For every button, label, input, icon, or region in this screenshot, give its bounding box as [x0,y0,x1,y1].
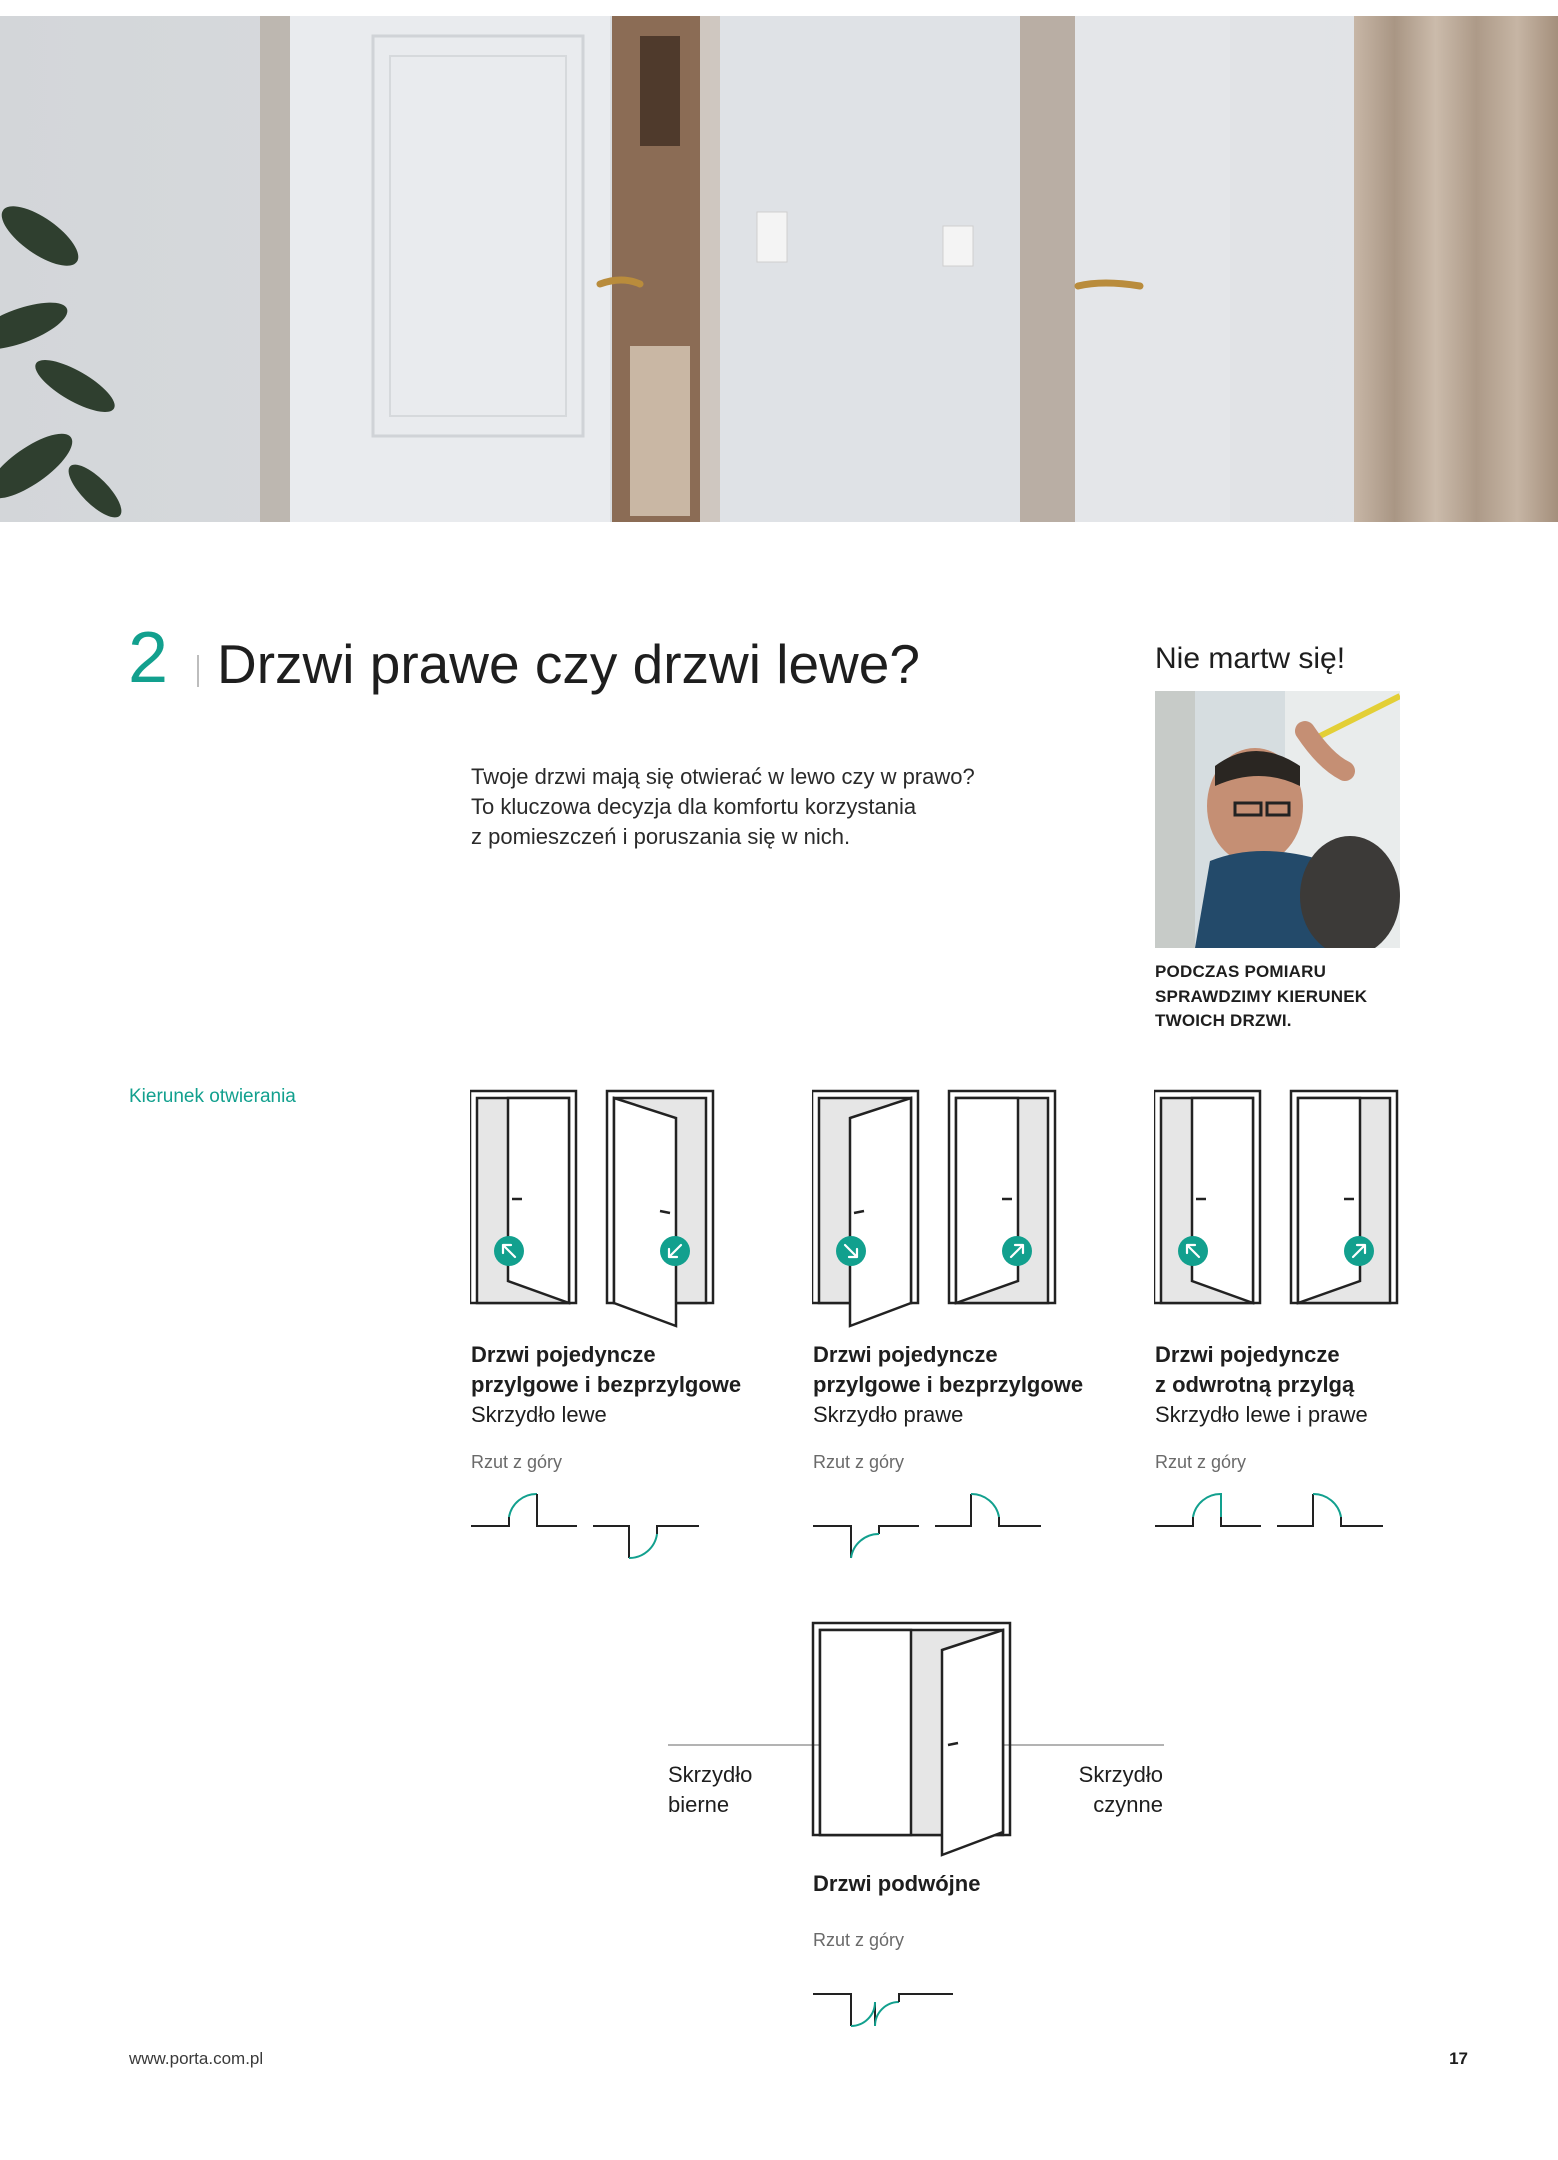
card-title-line: przylgowe i bezprzylgowe [471,1372,742,1397]
top-view-double [813,1978,958,2038]
card-title-line: Drzwi pojedyncze [1155,1342,1340,1367]
direction-label: Kierunek otwierania [129,1086,296,1107]
active-leaf-label [1040,1760,1163,1820]
card-subtitle: Skrzydło lewe [471,1402,607,1427]
intro-line: z pomieszczeń i poruszania się w nich. [471,824,851,849]
intro-line: Twoje drzwi mają się otwierać w lewo czy w prawo? [471,764,975,789]
label-line: czynne [1093,1792,1163,1817]
door-diagram-right [812,1086,1062,1332]
section-number: 2 [128,618,169,698]
aside-caption [1155,960,1415,1034]
intro-line: To kluczowa decyzja dla komfortu korzystania [471,794,917,819]
plan-label: Rzut z góry [471,1452,563,1472]
card-title-line: przylgowe i bezprzylgowe [813,1372,1084,1397]
plan-label: Rzut z góry [1155,1452,1247,1472]
card-title-line: Drzwi pojedyncze [471,1342,656,1367]
card-single-reverse [1155,1340,1455,1473]
label-line: bierne [668,1792,730,1817]
door-diagram-reverse-rebate [1154,1086,1404,1332]
label-line: Skrzydło [1078,1762,1163,1787]
caption-line: TWOICH DRZWI. [1155,1011,1292,1030]
card-title-line: z odwrotną przylgą [1155,1372,1355,1397]
hero-interior-photo [0,16,1558,522]
intro-paragraph [471,762,1071,852]
top-view-right [813,1484,1053,1564]
plan-label: Rzut z góry [813,1452,905,1472]
top-view-left [471,1484,711,1564]
caption-line: PODCZAS POMIARU [1155,962,1327,981]
card-subtitle: Skrzydło lewe i prawe [1155,1402,1368,1427]
section-divider [197,655,199,687]
double-door-diagram [668,1615,1168,1860]
passive-leaf-label [668,1760,752,1820]
measurement-photo [1155,691,1400,948]
door-diagram-left [470,1086,720,1332]
aside-title: Nie martw się! [1155,642,1346,675]
section-title: Drzwi prawe czy drzwi lewe? [217,633,920,695]
plan-label: Rzut z góry [813,1930,905,1950]
footer-url[interactable]: www.porta.com.pl [129,2049,264,2068]
card-single-left [471,1340,771,1473]
card-title-line: Drzwi pojedyncze [813,1342,998,1367]
page-number: 17 [1449,2049,1468,2068]
card-single-right [813,1340,1113,1473]
label-line: Skrzydło [668,1762,753,1787]
double-door-title: Drzwi podwójne [813,1871,981,1896]
card-subtitle: Skrzydło prawe [813,1402,964,1427]
caption-line: SPRAWDZIMY KIERUNEK [1155,986,1368,1006]
top-view-reverse [1155,1484,1395,1564]
